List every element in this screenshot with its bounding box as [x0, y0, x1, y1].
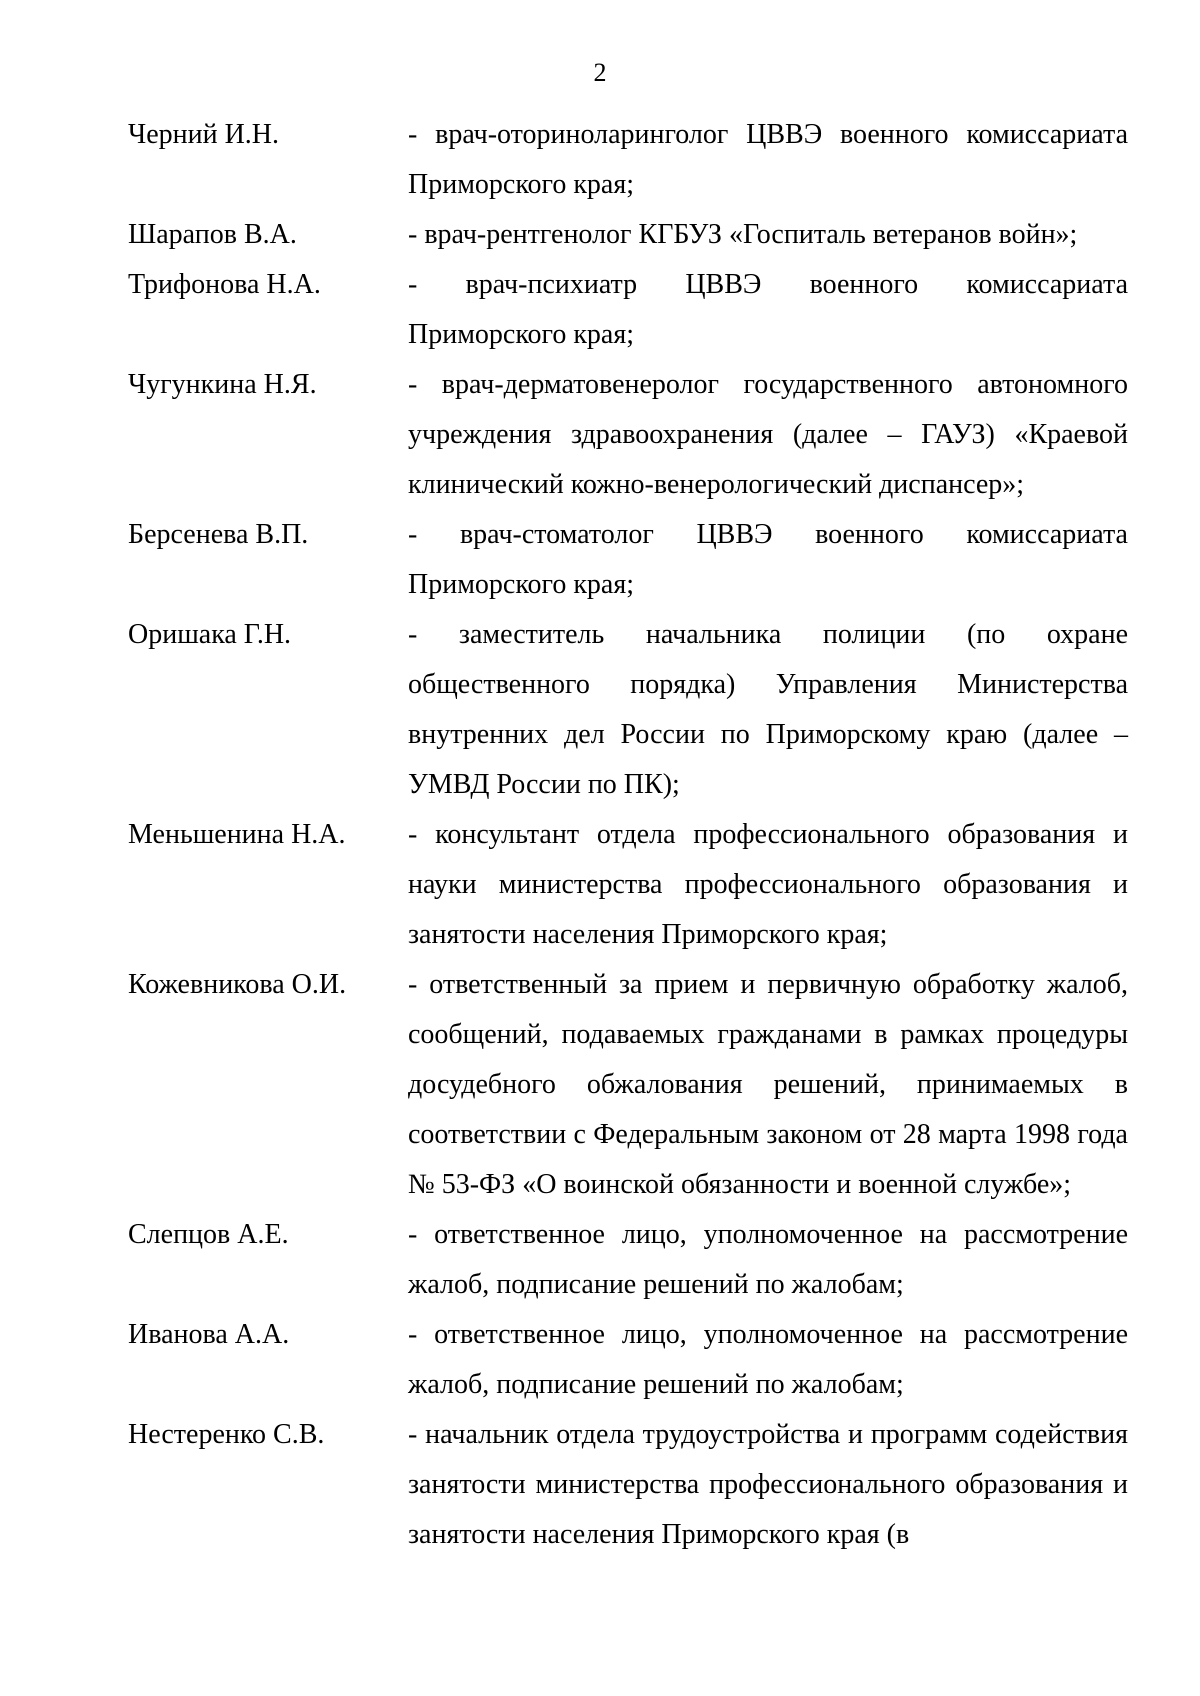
member-description: - ответственное лицо, уполномоченное на рассмотрение жалоб, подписание решений по жалобам;: [408, 1319, 1128, 1400]
list-item: [128, 1210, 1128, 1310]
list-item: [128, 810, 1128, 960]
member-description: - консультант отдела профессионального образования и науки министерства профессионального образования и занятости населения Приморского края;: [408, 819, 1128, 950]
member-name: Черний И.Н.: [128, 119, 280, 150]
members-list: [128, 110, 1128, 1560]
member-description: - начальник отдела трудоустройства и программ содействия занятости министерства профессионального образования и занятости населения Приморского края (в: [408, 1419, 1128, 1550]
member-description: - врач-дерматовенеролог государственного автономного учреждения здравоохранения (далее – ГАУЗ) «Краевой клинический кожно-венерологический диспансер»;: [408, 369, 1128, 500]
member-description: - врач-психиатр ЦВВЭ военного комиссариата Приморского края;: [408, 269, 1128, 350]
member-description: - ответственное лицо, уполномоченное на рассмотрение жалоб, подписание решений по жалобам;: [408, 1219, 1128, 1300]
member-name: Оришака Г.Н.: [128, 619, 292, 650]
member-description: - заместитель начальника полиции (по охране общественного порядка) Управления Министерства внутренних дел России по Приморскому краю (далее – УМВД России по ПК);: [408, 619, 1128, 800]
list-item: [128, 610, 1128, 810]
member-name: Слепцов А.Е.: [128, 1219, 289, 1250]
list-item: [128, 1310, 1128, 1410]
list-item: [128, 510, 1128, 610]
member-description: - врач-оториноларинголог ЦВВЭ военного комиссариата Приморского края;: [408, 119, 1128, 200]
list-item: [128, 110, 1128, 210]
member-name: Трифонова Н.А.: [128, 269, 321, 300]
member-name: Шарапов В.А.: [128, 219, 297, 250]
member-name: Кожевникова О.И.: [128, 969, 347, 1000]
list-item: [128, 1410, 1128, 1560]
member-name: Меньшенина Н.А.: [128, 819, 346, 850]
list-item: [128, 960, 1128, 1210]
list-item: [128, 360, 1128, 510]
list-item: [128, 260, 1128, 360]
member-name: Берсенева В.П.: [128, 519, 309, 550]
list-item: [128, 210, 1128, 260]
member-description: - ответственный за прием и первичную обработку жалоб, сообщений, подаваемых гражданами в рамках процедуры досудебного обжалования решений, принимаемых в соответствии с Федеральным законом от 28 марта 1998 года № 53-ФЗ «О воинской обязанности и военной службе»;: [408, 969, 1128, 1200]
member-description: - врач-стоматолог ЦВВЭ военного комиссариата Приморского края;: [408, 519, 1128, 600]
page-number: 2: [593, 58, 607, 87]
member-name: Нестеренко С.В.: [128, 1419, 325, 1450]
member-name: Иванова А.А.: [128, 1319, 290, 1350]
member-description: - врач-рентгенолог КГБУЗ «Госпиталь ветеранов войн»;: [408, 219, 1078, 250]
member-name: Чугункина Н.Я.: [128, 369, 317, 400]
